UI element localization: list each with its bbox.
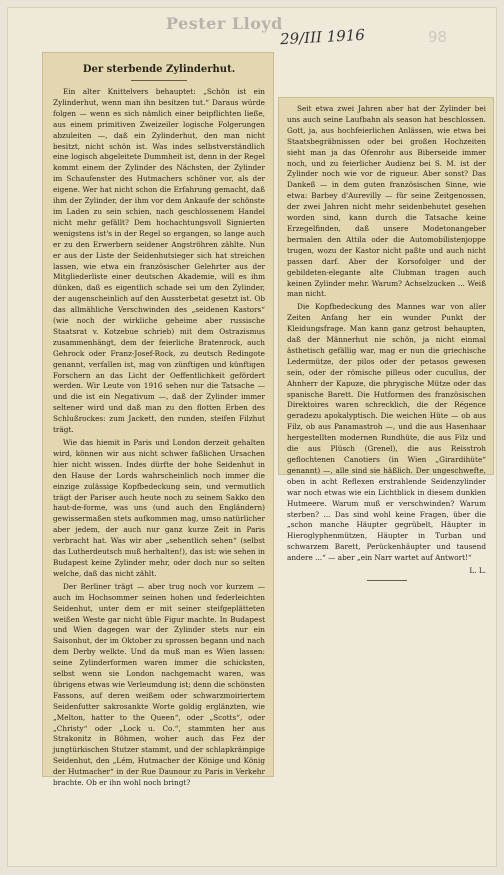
author-signature: L. L. — [469, 566, 486, 576]
clipping-right-column — [278, 97, 494, 576]
article-paragraph: Die Kopfbedeckung des Mannes war von aller Zeiten Anfang her ein wunder Punkt der Kleidungsfrage. Man kann ganz getrost behaupten, daß der Männerhut nie schön, ja nicht einmal ästhetisch gefällig war, mag er nun die griechische Ledermütze, der pilos oder der petasos gewesen sein, oder der römische pilleus oder cucullus, der Ahnherr der Kapuze, die phrygische Mütze oder das spanische Barett. Die Hutformen des französischen Direktoires waren schrecklich, die der Régence geradezu apokalyptisch. Die weichen Hüte — ob aus Filz, ob aus Panamastroh —, und die aus Hasenhaar hergestellten modernen Rundhüte, die aus Filz und die aus Plüsch (Grenel), die aus Reisstroh geflochtenen Canotiers (in Wien „Girardihüte“ genannt) —, alle sind sie häßlich. Der ungeschwefte, oben in acht Reflexen erstrahlende Seidenzylinder war noch etwas wie ein Lichtblick in diesem dunklen Hutmeere. Warum muß er verschwinden? Warum sterben? ... Das sind wohl keine Fragen, über die „schon manche Häupter gegrübelt, Häupter in Hieroglyphenmützen, Häupter in Turban und schwarzem Barett, Perückenhäupter und tausend andere ...“ — aber „ein Narr wartet auf Antwort!“ — [287, 302, 486, 563]
article-paragraph: Wie das hiemit in Paris und London derzeit gehalten wird, können wir aus nicht schwer faßlichen Ursachen hier nicht wissen. Indes dürfte der hohe Seidenhut in den Hause der Lords wahrscheinlich noch immer die einzige zulässige Kopfbedeckung sein, und vermutlich trägt der Pariser auch heute noch zu seinem Sakko den haut-de-forme, was uns (und auch den Engländern) gewissermaßen stets aufkommen mag, umso natürlicher aber jedem, der auch nur ganz kurze Zeit in Paris verbracht hat. Was wir aber „sehentlich sehen“ (selbst das Lutherdeutsch muß herhalten!), das ist: wie sehen in Budapest keine Zylinder mehr, oder doch nur so selten welche, daß das nicht zählt. — [53, 438, 265, 578]
article-paragraph: Der Berliner trägt — aber trug noch vor kurzem — auch im Hochsommer seinen hohen und federleichten Seidenhut, unter dem er mit seiner steifgeplätteten weißen Weste gar nicht üble Figur machte. In Budapest und Wien dagegen war der Zylinder stets nur ein Saisonhut, der im Oktober zu sprossen begann und nach dem Derby welkte. Und da muß man es Wien lassen: seine Zylinderformen waren immer die schicksten, selbst wenn sie London nachgemacht waren, was übrigens etwas wie Verleumdung ist; denn die schönsten Fassons, auf deren weißem oder schwarzmoiriertem Seidenfutter sakrosankte Worte goldig erglänzten, wie „Melton, hatter to the Queen“, oder „Scotts“, oder „Christy“ oder „Lock u. Co.“, stammten her aus Strakonitz in Böhmen, woher auch das Fez der jungtürkischen Stutzer stammt, und der schlapkrämpige Seidenhut, den „Lém, Hutmacher der Könige und König der Hutmacher“ in der Rue Daunour zu Paris in Verkehr brachte. Ob er ihn wohl noch bringt? — [53, 581, 265, 788]
article-paragraph: Ein alter Knittelvers behauptet: „Schön ist ein Zylinderhut, wenn man ihn besitzen tut.“ Daraus würde folgen — wenn es sich nämlich einer beipflichten ließe, aus einem primitiven Zweizeiler logische Folgerungen abzuleiten —, daß ein Zylinderhut, den man nicht besitzt, nicht schön ist. Was indes selbstverständlich eine logisch abgeleitete Dummheit ist, denn in der Regel kommt einem der Zylinder des Nächsten, der Zylinder im Schaufenster des Hutmachers schöner vor, als der eigene. Wer hat nicht schon die Erfahrung gemacht, daß ihm der Zylinder, der ihm vor dem Ankaufe der schönste im Laden zu sein schien, nach geschlossenem Handel nicht mehr gefällt? Dem hochachtungsvoll Signierten wenigstens ist's in der Regel so ergangen, so lange auch er zu den Erwerbern seidener Angströhren zählte. Nun er aus der Liste der Seidenhutsieger sich hat streichen lassen, wie etwa ein französischer Gelehrter aus der Mitgliederliste einer deutschen Akademie, will es ihm dünken, daß es eigentlich schade sei um den Zylinder, der augenscheinlich auf den Aussterbetat gesetzt ist. Ob das allmähliche Verschwinden des „seidenen Kastors“ (wie noch der wirkliche geheime aber russische Staatsrat v. Kotzebue schrieb) mit dem Ostrazismus zusammenhängt, dem der feierliche Bratenrock, auch Gehrock oder Franz-Josef-Rock, zu deutsch Redingote genannt, verfallen ist, mag von zünftigen und künftigen Forschern an das Licht der Oeffentlichkeit gefördert werden. Wir Leute von 1916 sehen nur die Tatsache — und die ist ein Negativum —, daß der Zylinder immer seltener wird und daß man zu den flotten Erben des Schlußrockes: zum Jackett, den runden, steifen Filzhut trägt. — [53, 87, 265, 435]
page-number-mark: 98 — [428, 28, 448, 46]
newspaper-masthead: Pester Lloyd — [166, 14, 283, 33]
clipping-left-column — [42, 52, 274, 788]
title-divider — [131, 80, 187, 81]
handwritten-date: 29/III 1916 — [279, 25, 366, 49]
end-divider — [367, 580, 407, 581]
article-title: Der sterbende Zylinderhut. — [82, 64, 236, 75]
article-paragraph: Seit etwa zwei Jahren aber hat der Zylinder bei uns auch seine Laufbahn als season hat beschlossen. Gott, ja, aus hochfeierlichen Anlässen, wie etwa bei Staatsbegräbnissen oder bei großen Hochzeiten sieht man ja das Ofenrohr aus Biberseide immer noch, und zu feierlicher Audienz bei S. M. ist der Zylinder noch wie vor de rigueur. Aber sonst? Das Dankeß — in dem guten französischen Sinne, wie etwa: Barbey d'Aurevilly — für seine Zeitgenossen, der zwei Jahren nicht mehr seidenbehutet gesehen worden sind, kann durch die Tatsache keine Erzegelfinden, daß unsere Modetonangeber bermalen den Attila oder die Automobilistenjoppe trugen, wozu der Kastor nicht paßte und auch nicht passen darf. Aber der Korsofolger und der gebildeten-elegante alte Clubman tragen auch keinen Zylinder mehr. Warum? Achselzucken ... Weiß man nicht. — [287, 104, 486, 299]
